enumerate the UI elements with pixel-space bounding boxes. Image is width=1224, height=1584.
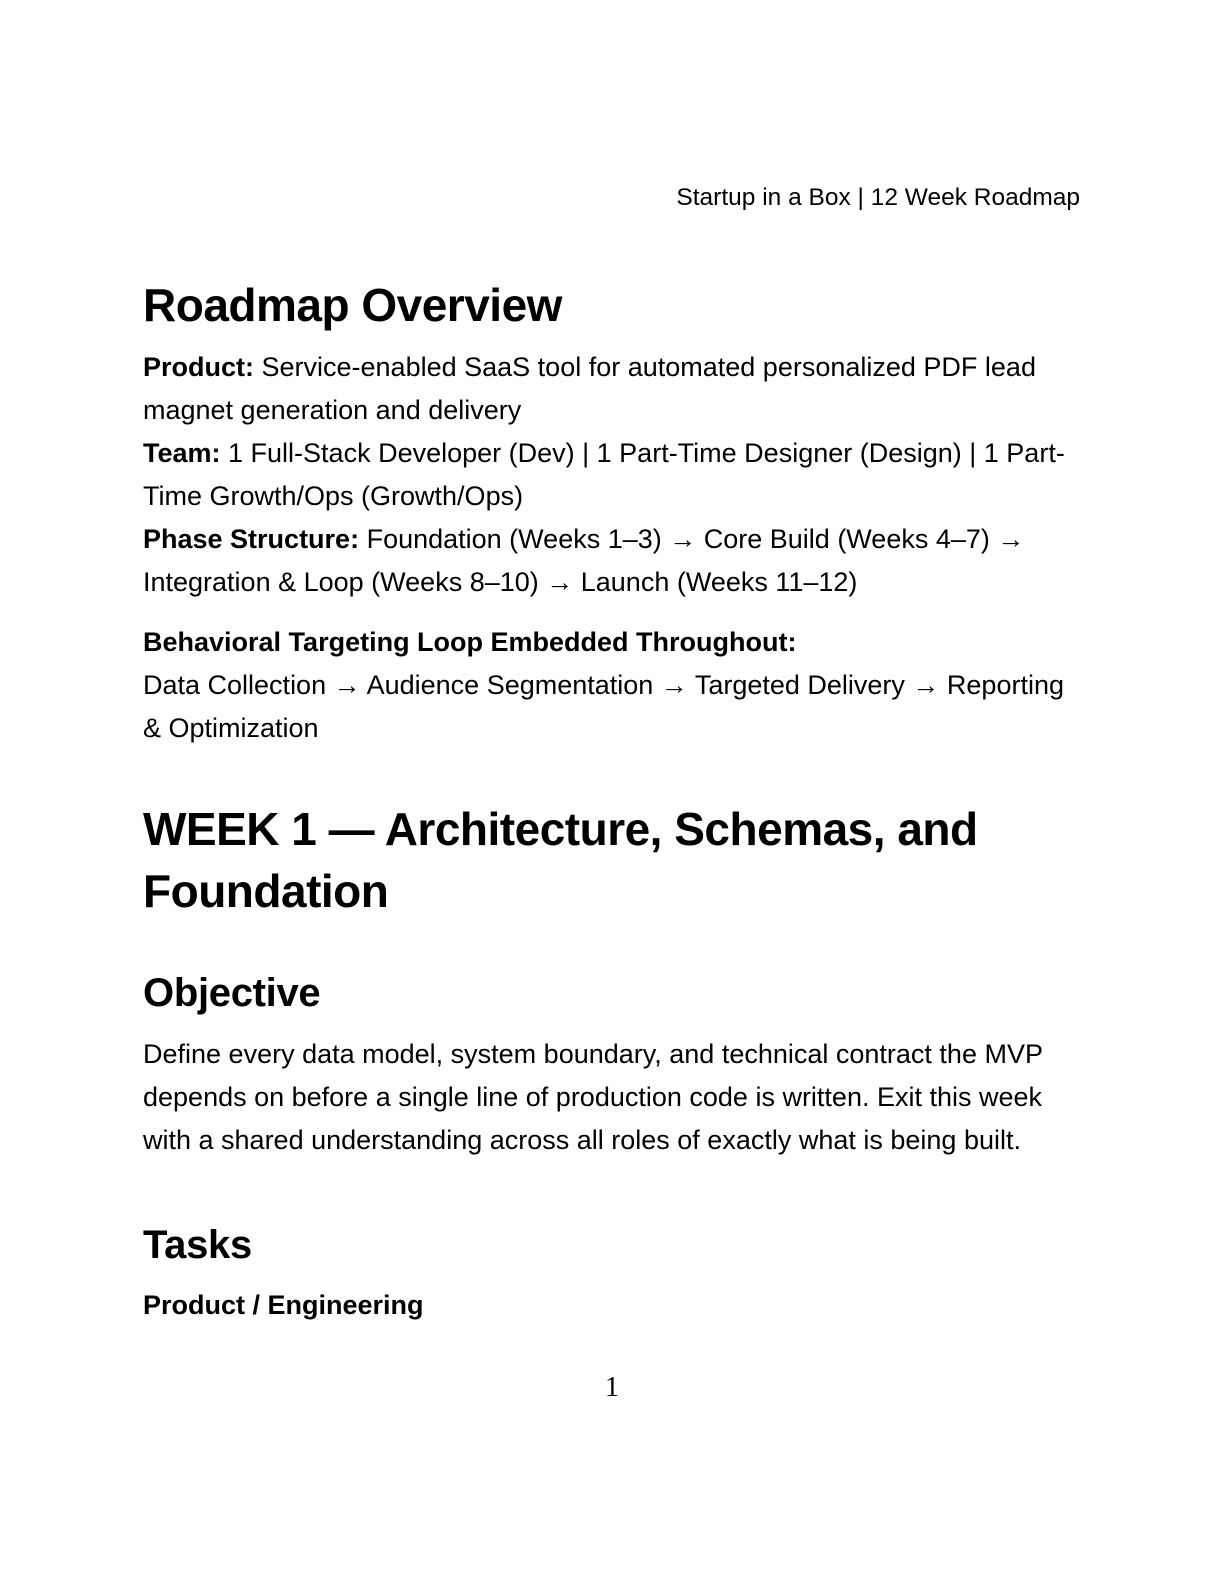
tasks-subheading-product-engineering: Product / Engineering — [143, 1290, 424, 1320]
week1-title-line1: WEEK 1 — Architecture, Schemas, and — [143, 803, 978, 855]
behavioral-loop-label: Behavioral Targeting Loop Embedded Throughout: — [143, 627, 797, 657]
phase-text-line1: Foundation (Weeks 1–3) → Core Build (Weeks 4–7) → — [359, 524, 1025, 554]
team-text-line1: 1 Full-Stack Developer (Dev) | 1 Part-Time Designer (Design) | 1 Part- — [220, 438, 1065, 468]
product-text-line1: Service-enabled SaaS tool for automated personalized PDF lead — [254, 352, 1036, 382]
overview-meta-paragraph — [143, 346, 1080, 604]
week1-title-line2: Foundation — [143, 865, 389, 917]
heading-tasks: Tasks — [143, 1223, 252, 1267]
behavioral-loop-paragraph — [143, 621, 1080, 750]
heading-week1 — [143, 798, 1080, 922]
behavioral-loop-line2: & Optimization — [143, 713, 319, 743]
page-number: 1 — [605, 1372, 619, 1403]
phase-text-line2: Integration & Loop (Weeks 8–10) → Launch (Weeks 11–12) — [143, 567, 858, 597]
heading-roadmap-overview: Roadmap Overview — [143, 279, 562, 331]
behavioral-loop-line1: Data Collection → Audience Segmentation → Targeted Delivery → Reporting — [143, 670, 1064, 700]
heading-objective: Objective — [143, 971, 321, 1015]
product-label: Product: — [143, 352, 254, 382]
objective-line2: depends on before a single line of production code is written. Exit this week — [143, 1082, 1043, 1112]
objective-line1: Define every data model, system boundary, and technical contract the MVP — [143, 1039, 1043, 1069]
product-text-line2: magnet generation and delivery — [143, 395, 522, 425]
phase-structure-label: Phase Structure: — [143, 524, 360, 554]
team-label: Team: — [143, 438, 221, 468]
objective-line3: with a shared understanding across all roles of exactly what is being built. — [143, 1125, 1021, 1155]
objective-paragraph — [143, 1033, 1080, 1162]
running-header: Startup in a Box | 12 Week Roadmap — [676, 184, 1080, 211]
team-text-line2: Time Growth/Ops (Growth/Ops) — [143, 481, 524, 511]
